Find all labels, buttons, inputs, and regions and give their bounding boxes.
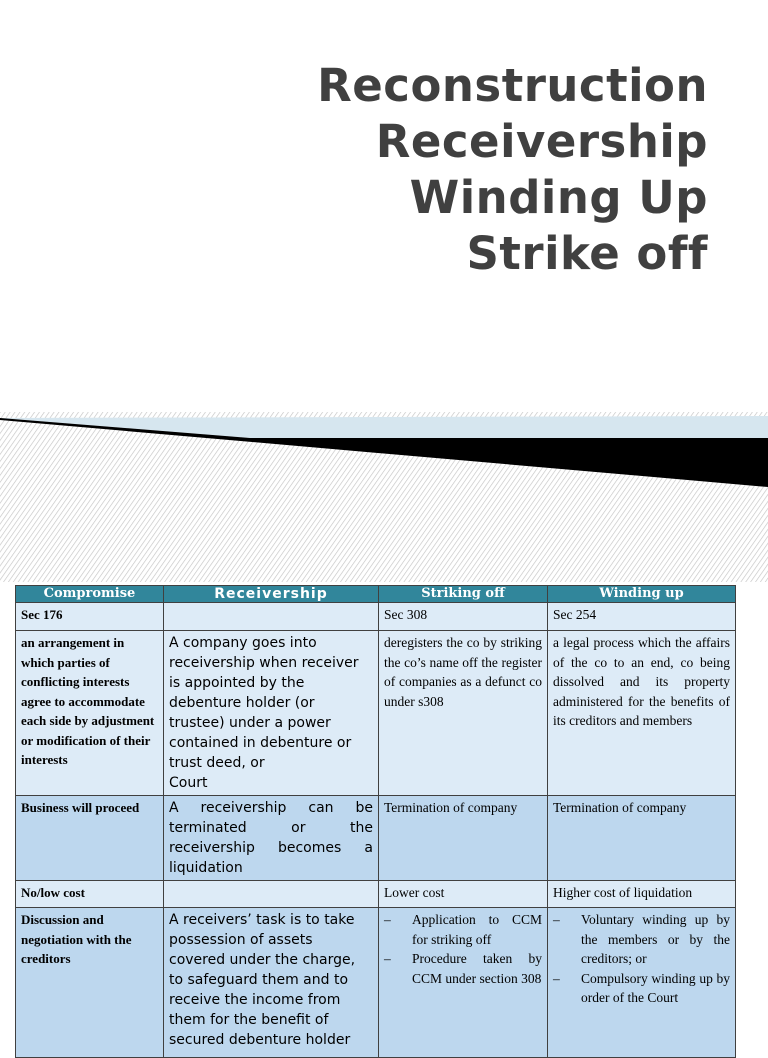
dash-bullet-icon: –: [384, 912, 391, 927]
list-item: – Voluntary winding up by the members or by the creditors; or: [553, 912, 730, 966]
cell-striking-off: Lower cost: [379, 881, 548, 908]
title-line-strike-off: Strike off: [466, 227, 708, 280]
table-row: [16, 603, 736, 631]
list-item: – Compulsory winding up by order of the Court: [553, 970, 730, 1005]
title-line-winding-up: Winding Up: [409, 171, 708, 224]
header-striking-off: Striking off: [379, 586, 548, 603]
cell-receivership: A receivership can be terminated or the receivership becomes a liquidation: [164, 796, 379, 881]
cell-winding-up: Termination of company: [548, 796, 736, 881]
winding-up-list: [553, 910, 730, 1008]
dash-bullet-icon: –: [553, 970, 560, 986]
slide-title: [317, 58, 708, 282]
cell-striking-off: Termination of company: [379, 796, 548, 881]
cell-striking-off: Sec 308: [379, 603, 548, 631]
striking-off-list: [384, 910, 542, 988]
header-winding-up: Winding up: [548, 586, 736, 603]
cell-receivership: A receivers’ task is to take possession of assets covered under the charge, to safeguard them and to receive the income from them for the benefit of secured debenture holder: [164, 908, 379, 1058]
list-item: – Application to CCM for striking off: [384, 912, 542, 947]
comparison-table: [15, 585, 736, 1058]
header-compromise: Compromise: [16, 586, 164, 603]
cell-compromise: Sec 176: [16, 603, 164, 631]
table-row: [16, 881, 736, 908]
cell-winding-up: [548, 908, 736, 1058]
header-row: [16, 586, 736, 603]
table-row: [16, 631, 736, 796]
table-row: [16, 908, 736, 1058]
cell-winding-up: Higher cost of liquidation: [548, 881, 736, 908]
list-item: – Procedure taken by CCM under section 308: [384, 951, 542, 986]
cell-compromise: an arrangement in which parties of conflicting interests agree to accommodate each side by adjustment or modification of their interests: [16, 631, 164, 796]
receivership-court: Court: [169, 775, 208, 791]
receivership-definition: A company goes into receivership when receiver is appointed by the debenture holder (or trustee) under a power contained in debenture or trust deed, or: [169, 635, 359, 771]
table-row: [16, 796, 736, 881]
decorative-band: [0, 412, 768, 582]
header-receivership: Receivership: [164, 586, 379, 603]
title-line-receivership: Receivership: [375, 115, 708, 168]
cell-compromise: No/low cost: [16, 881, 164, 908]
cell-compromise: Discussion and negotiation with the creditors: [16, 908, 164, 1058]
cell-receivership: [164, 603, 379, 631]
cell-striking-off: deregisters the co by striking the co’s name off the register of companies as a defunct co under s308: [379, 631, 548, 796]
dash-bullet-icon: –: [553, 912, 560, 927]
cell-receivership: [164, 631, 379, 796]
cell-winding-up: Sec 254: [548, 603, 736, 631]
cell-compromise: Business will proceed: [16, 796, 164, 881]
title-line-reconstruction: Reconstruction: [317, 59, 708, 112]
dash-bullet-icon: –: [384, 951, 391, 966]
cell-striking-off: [379, 908, 548, 1058]
cell-receivership: [164, 881, 379, 908]
cell-winding-up: a legal process which the affairs of the co to an end, co being dissolved and its property administered for the benefits of its creditors and members: [548, 631, 736, 796]
